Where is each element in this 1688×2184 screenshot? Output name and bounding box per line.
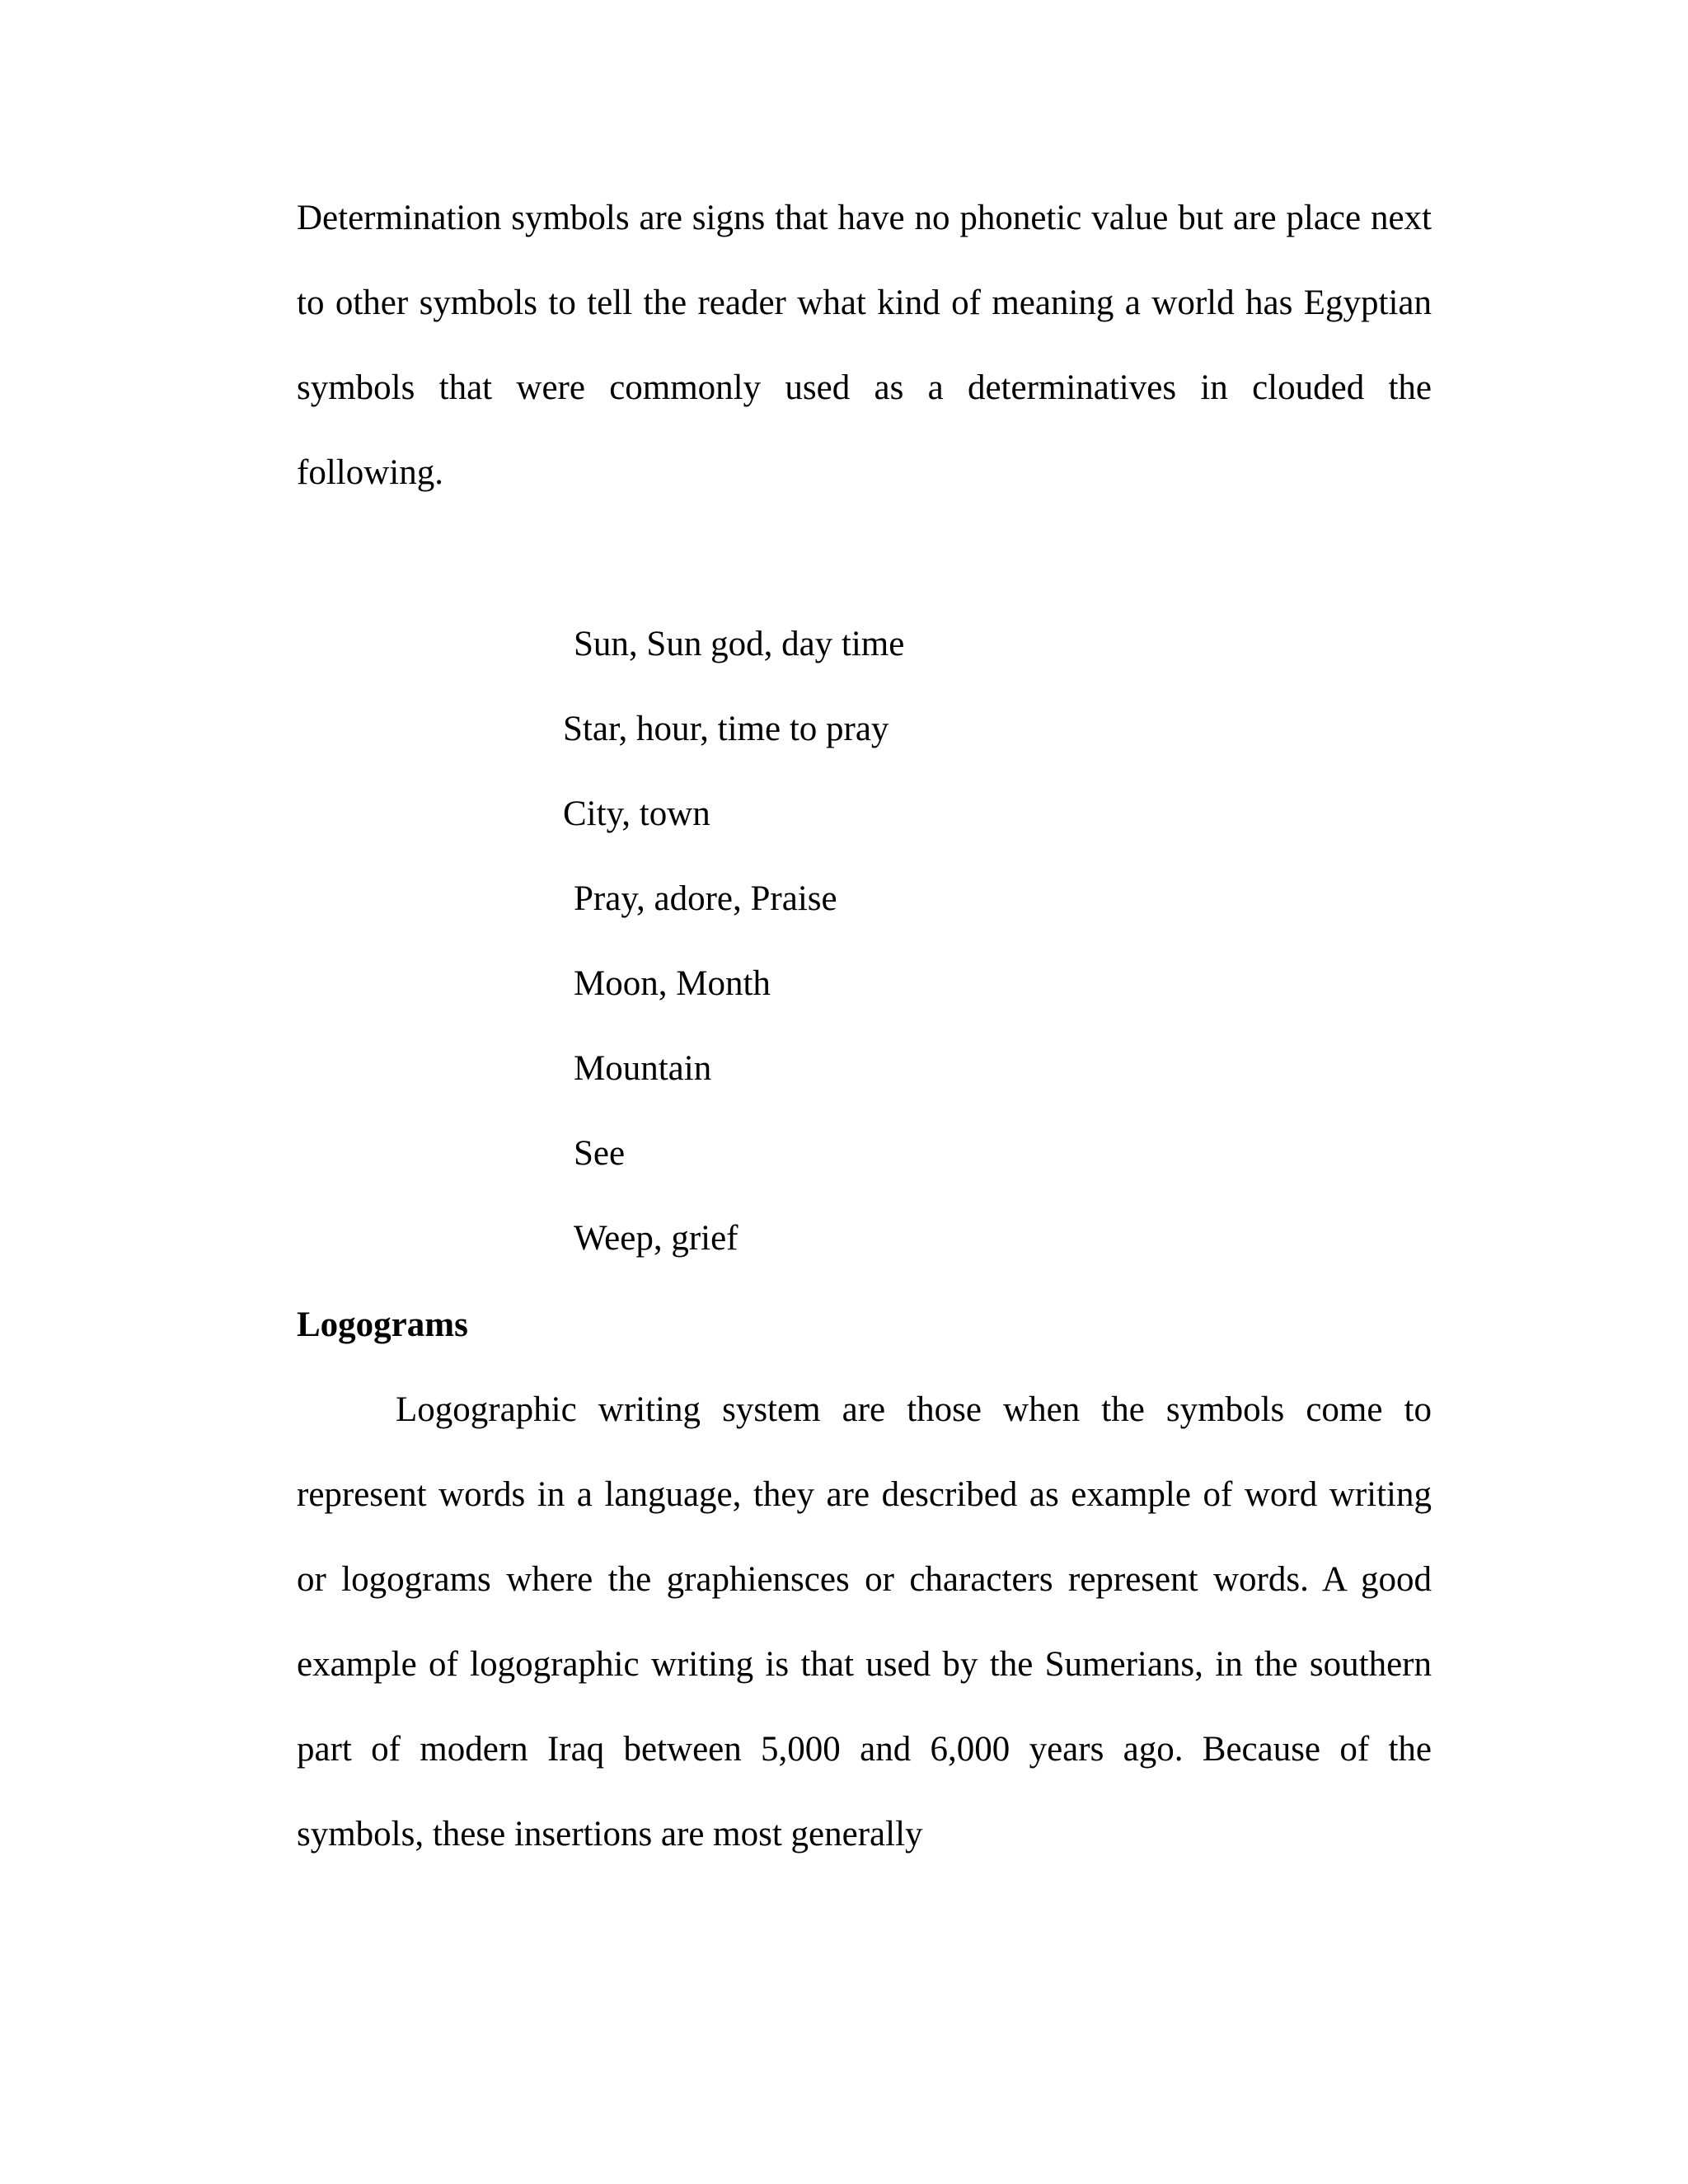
section-heading: Logograms <box>297 1305 468 1344</box>
intro-paragraph: Determination symbols are signs that have no phonetic value but are place next to other symbols to tell the reader what kind of meaning a world has Egyptian symbols that were commonly used as a determinatives in clouded the following. <box>297 199 1432 492</box>
list-item: Moon, Month <box>574 964 771 1003</box>
list-item: See <box>574 1134 626 1173</box>
list-item: Star, hour, time to pray <box>563 710 889 748</box>
determinatives-list <box>563 602 904 1281</box>
list-item: Mountain <box>574 1049 712 1088</box>
list-item: Weep, grief <box>574 1219 738 1258</box>
logograms-paragraph: Logographic writing system are those when the symbols come to represent words in a language, they are described as example of word writing or logograms where the graphiensces or characters represent words. A good example of logographic writing is that used by the Sumerians, in the southern part of modern Iraq between 5,000 and 6,000 years ago. Because of the symbols, these insertions are most generally <box>297 1390 1432 1854</box>
list-item: City, town <box>563 794 710 833</box>
list-item: Pray, adore, Praise <box>574 879 837 918</box>
list-item: Sun, Sun god, day time <box>574 625 905 663</box>
